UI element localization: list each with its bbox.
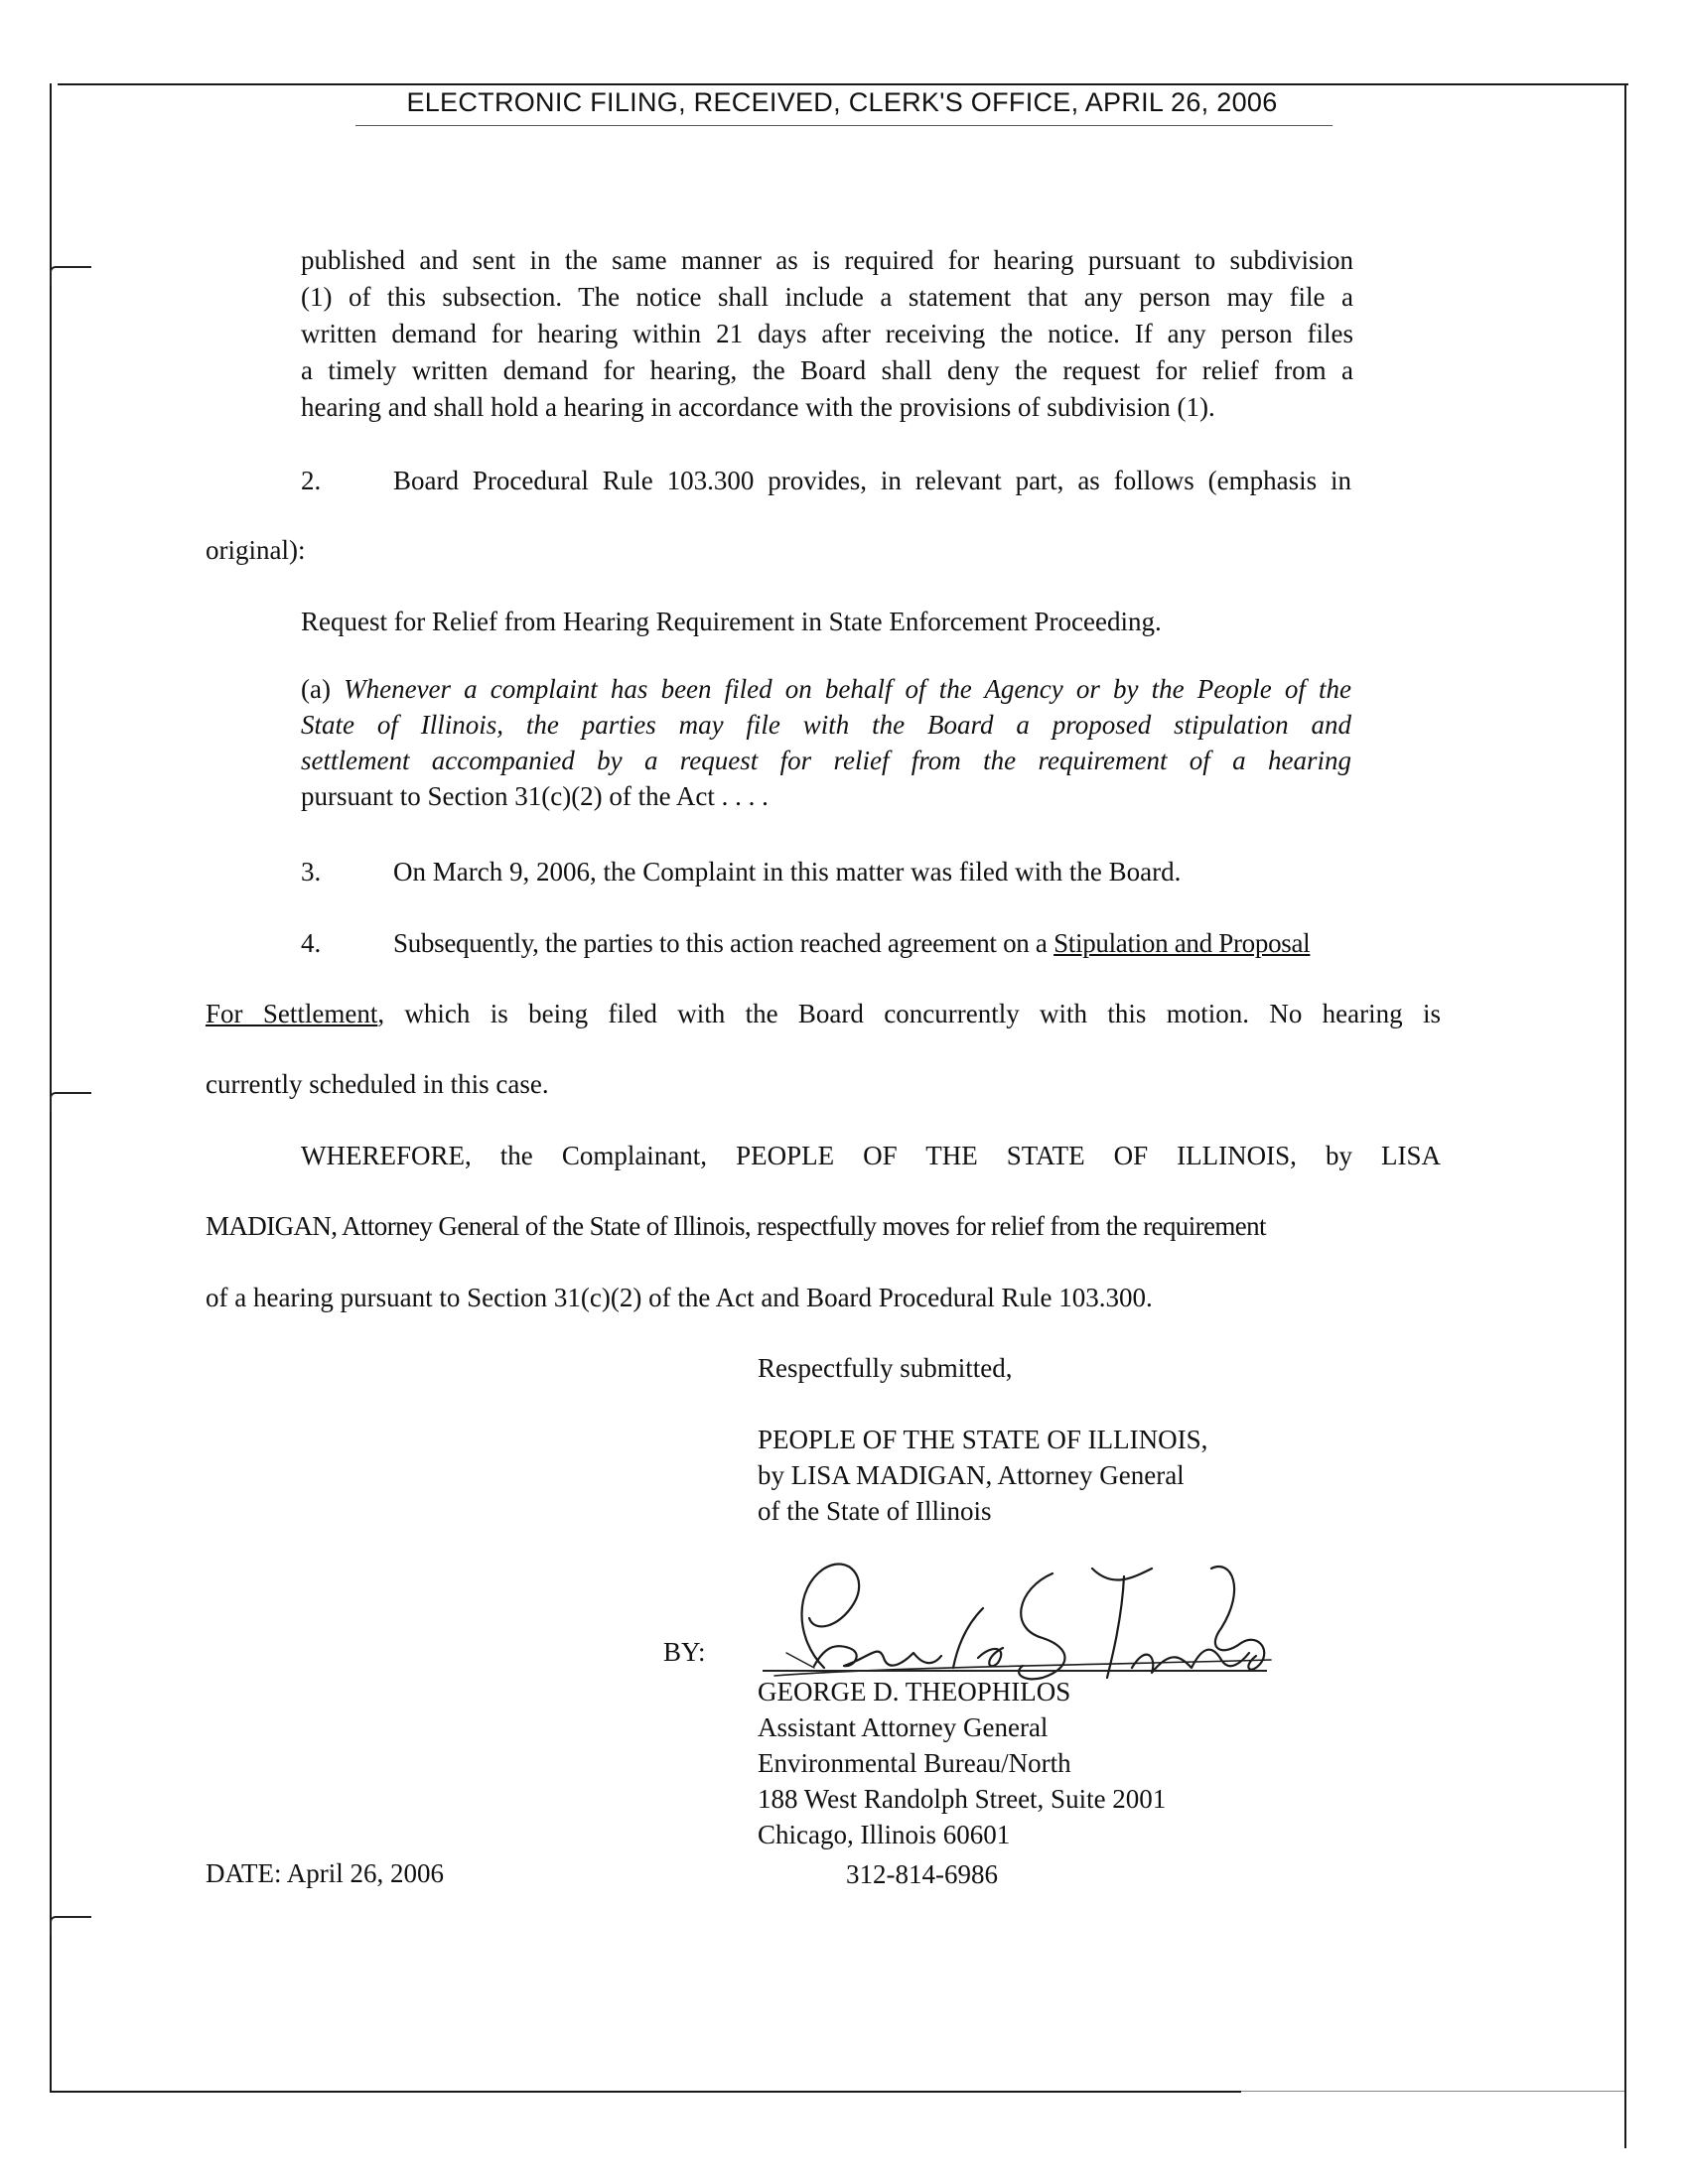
para2-number: 2.	[301, 466, 322, 495]
para3-number: 3.	[301, 857, 322, 887]
party-line: by LISA MADIGAN, Attorney General	[758, 1460, 1185, 1490]
signer-phone: 312-814-6986	[846, 1859, 998, 1889]
page-frame-top	[58, 83, 1628, 85]
rule-quote-italic: Whenever a complaint has been filed on behalf of the Agency or by the People of the	[344, 674, 1351, 704]
rule-quote-title: Request for Relief from Hearing Requirement in State Enforcement Proceeding.	[301, 607, 1162, 636]
rule-quote-line: settlement accompanied by a request for relief from the requirement of a hearing	[301, 746, 1351, 775]
para4-line2	[206, 996, 1441, 1032]
binder-hole-mark	[50, 1092, 91, 1112]
para3-text: On March 9, 2006, the Complaint in this matter was filed with the Board.	[393, 857, 1182, 887]
signer-title: Assistant Attorney General	[758, 1712, 1049, 1742]
statute-quote-line: written demand for hearing within 21 days after receiving the notice. If any person files	[301, 319, 1353, 348]
rule-quote-line: pursuant to Section 31(c)(2) of the Act . . . .	[301, 781, 769, 811]
rule-quote-line	[301, 671, 1351, 707]
rule-quote-body	[301, 671, 1351, 814]
statute-quote	[301, 242, 1353, 426]
para4-line1-text: Subsequently, the parties to this action reached agreement on a	[393, 928, 1054, 958]
para2-line1: Board Procedural Rule 103.300 provides, in relevant part, as follows (emphasis in	[393, 466, 1351, 495]
rule-quote-prefix: (a)	[301, 674, 345, 704]
wherefore-line2: MADIGAN, Attorney General of the State of Illinois, respectfully moves for relief from the requirement	[206, 1211, 1266, 1241]
statute-quote-line: a timely written demand for hearing, the Board shall deny the request for relief from a	[301, 355, 1353, 385]
filing-stamp-header	[0, 87, 1684, 118]
page-frame-left	[50, 83, 52, 2093]
statute-quote-line: hearing and shall hold a hearing in accordance with the provisions of subdivision (1).	[301, 392, 1215, 422]
para4-line1	[393, 925, 1441, 962]
signer-bureau: Environmental Bureau/North	[758, 1748, 1071, 1778]
wherefore-line1: WHEREFORE, the Complainant, PEOPLE OF THE STATE OF ILLINOIS, by LISA	[301, 1141, 1441, 1170]
page-frame-bottom	[50, 2091, 1241, 2093]
statute-quote-line: published and sent in the same manner as is required for hearing pursuant to subdivision	[301, 245, 1353, 275]
by-label: BY:	[663, 1637, 706, 1667]
closing-respectfully: Respectfully submitted,	[758, 1353, 1013, 1383]
para4-line3: currently scheduled in this case.	[206, 1069, 549, 1099]
rule-quote-line: State of Illinois, the parties may file with the Board a proposed stipulation and	[301, 710, 1351, 740]
binder-hole-mark	[50, 266, 91, 286]
page-frame-right	[1624, 83, 1626, 2148]
signature-text: George D. Theophilos	[755, 1549, 764, 1550]
signer-address: 188 West Randolph Street, Suite 2001	[758, 1784, 1167, 1814]
para4-number: 4.	[301, 928, 322, 958]
stipulation-title-underlined: Stipulation and Proposal	[1053, 928, 1311, 958]
wherefore-line3: of a hearing pursuant to Section 31(c)(2) of the Act and Board Procedural Rule 103.300.	[206, 1283, 1153, 1312]
settlement-title-underlined: For Settlement	[206, 999, 378, 1028]
signature-line	[763, 1670, 1267, 1672]
page-frame-bottom-faint	[1241, 2091, 1624, 2092]
signer-city: Chicago, Illinois 60601	[758, 1820, 1011, 1849]
party-block	[758, 1422, 1207, 1529]
party-line: PEOPLE OF THE STATE OF ILLINOIS,	[758, 1425, 1208, 1454]
signer-block	[758, 1674, 1166, 1852]
party-line: of the State of Illinois	[758, 1496, 992, 1526]
filing-stamp-underline	[355, 125, 1333, 126]
filing-stamp-text: ELECTRONIC FILING, RECEIVED, CLERK'S OFFICE, APRIL 26, 2006	[406, 87, 1278, 117]
para4-line2-text: , which is being filed with the Board concurrently with this motion. No hearing is	[377, 999, 1441, 1028]
para2-line2: original):	[206, 535, 306, 565]
binder-hole-mark	[50, 1916, 91, 1936]
date-line: DATE: April 26, 2006	[206, 1858, 444, 1888]
statute-quote-line: (1) of this subsection. The notice shall include a statement that any person may file a	[301, 282, 1353, 312]
signer-name: GEORGE D. THEOPHILOS	[758, 1677, 1071, 1706]
